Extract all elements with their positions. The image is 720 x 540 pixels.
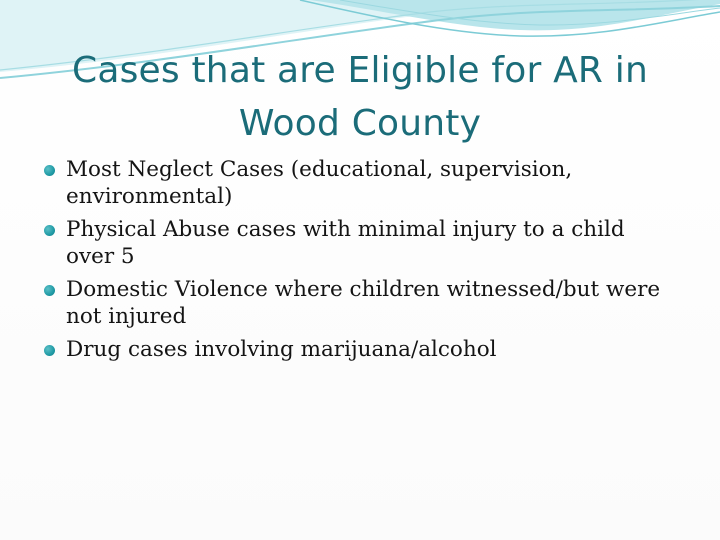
slide-title-line-1: Cases that are Eligible for AR in (71, 50, 648, 91)
bullet-item (44, 156, 664, 210)
bullet-dot-icon (44, 165, 55, 176)
bullet-text: Physical Abuse cases with minimal injury to a child over 5 (66, 217, 625, 269)
slide-title (40, 44, 680, 150)
bullet-text: Most Neglect Cases (educational, supervision, environmental) (66, 157, 573, 209)
bullet-dot-icon (44, 225, 55, 236)
bullet-dot-icon (44, 285, 55, 296)
bullet-text: Domestic Violence where children witnessed/but were not injured (66, 277, 661, 329)
bullet-item (44, 276, 664, 330)
slide-title-line-2: Wood County (238, 103, 482, 144)
bullet-item (44, 216, 664, 270)
bullet-text: Drug cases involving marijuana/alcohol (66, 337, 497, 362)
bullet-item (44, 336, 664, 363)
bullet-list (44, 156, 664, 369)
bullet-dot-icon (44, 345, 55, 356)
